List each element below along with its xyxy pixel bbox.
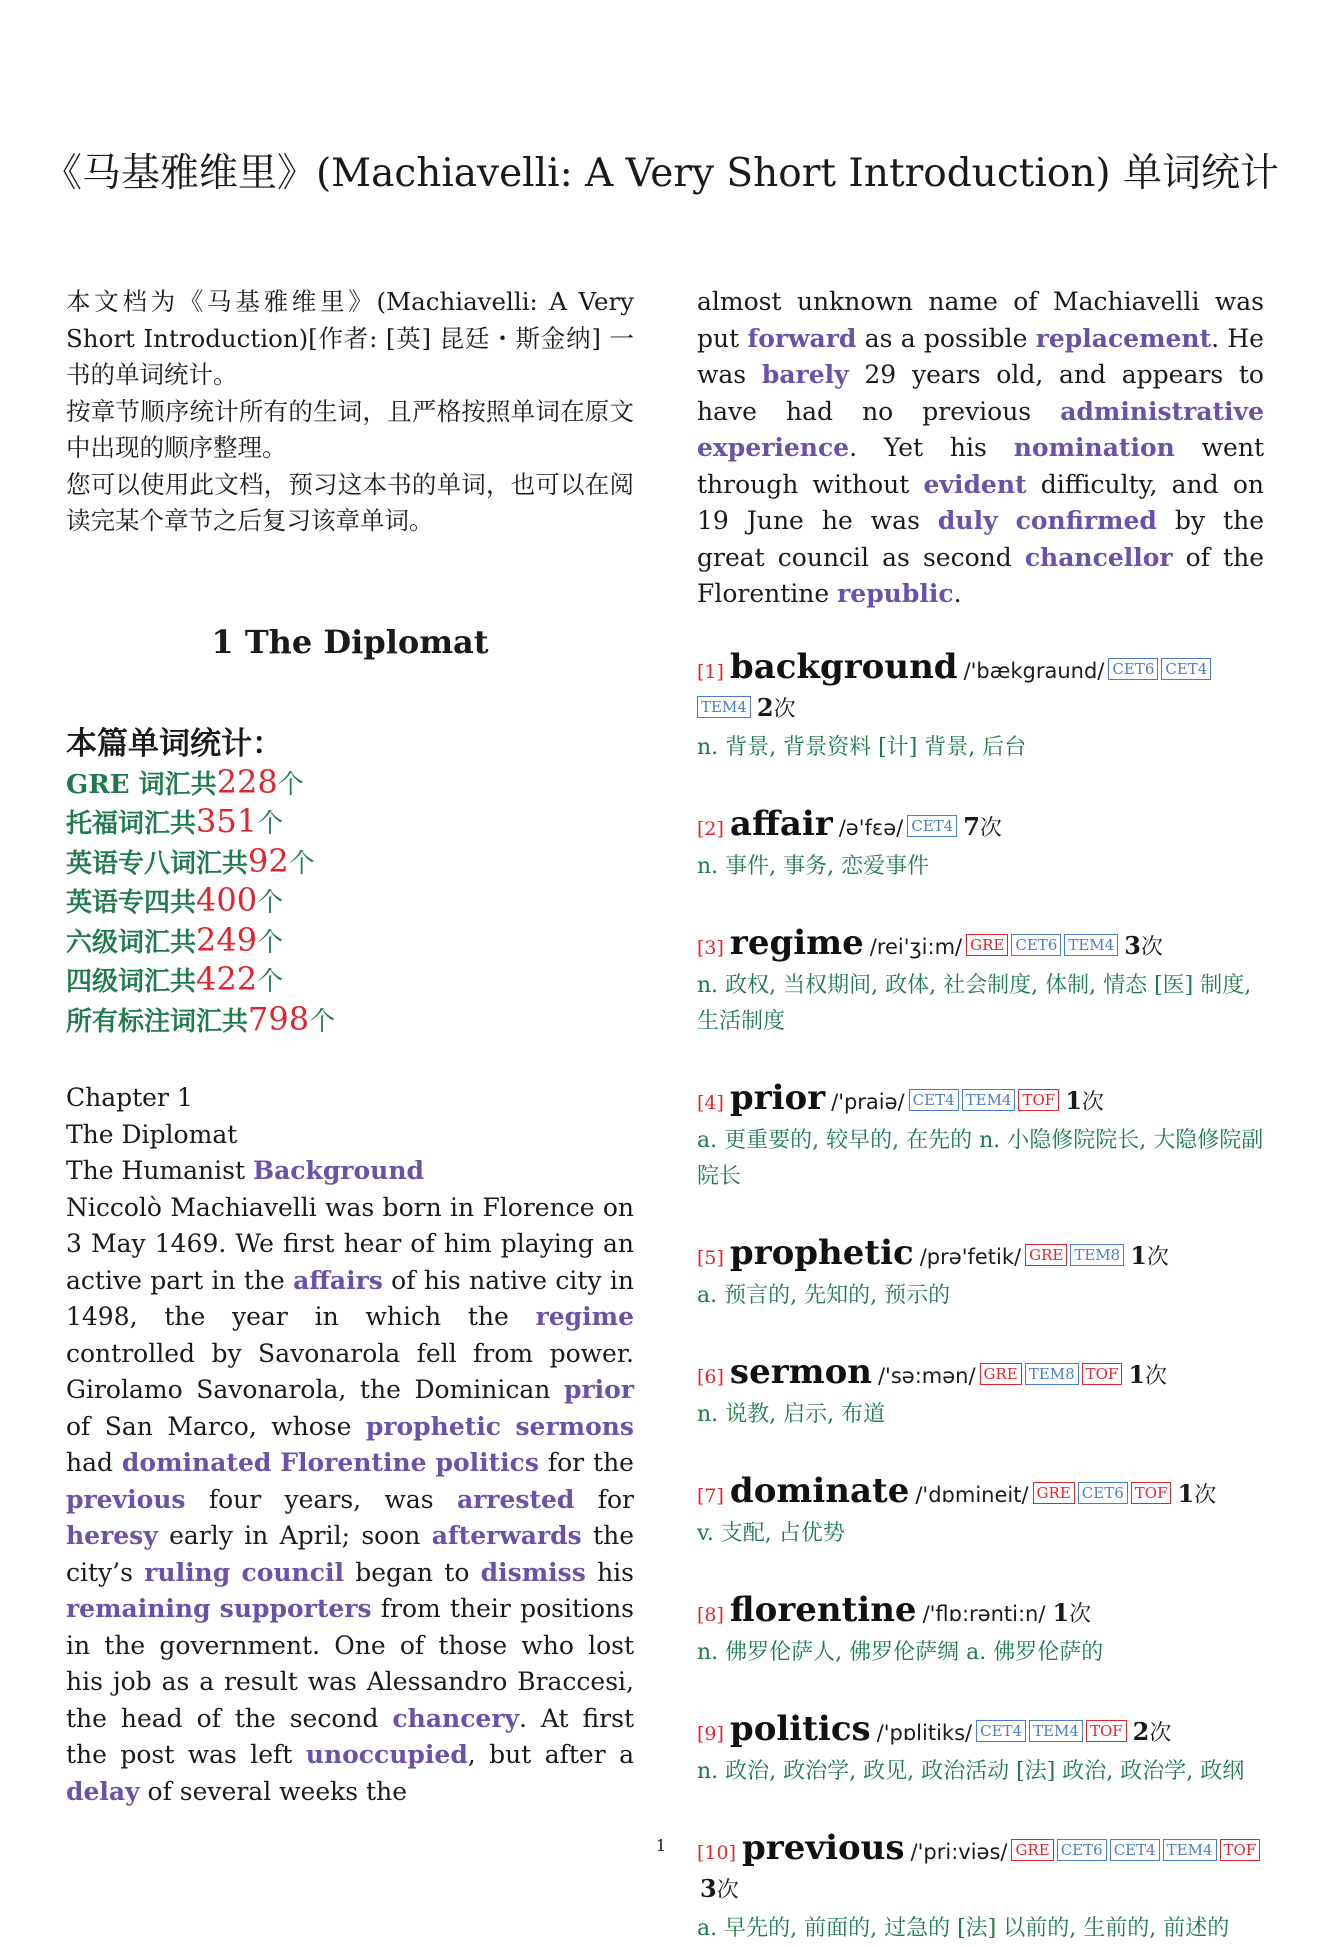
level-tag: TOF — [1018, 1089, 1059, 1111]
text-run — [211, 1594, 220, 1623]
highlighted-word: Background — [252, 1156, 424, 1185]
entry-count-unit: 次 — [1069, 1601, 1092, 1627]
text-run: four years, was — [185, 1484, 457, 1514]
entry-index: [4] — [697, 1091, 724, 1114]
entry-word: affair — [729, 803, 833, 844]
stat-label: GRE 词汇共 — [66, 769, 217, 800]
vocab-entry-head — [697, 803, 1264, 847]
stat-row — [66, 1001, 634, 1041]
highlighted-word: replacement — [1035, 323, 1212, 353]
highlighted-word: arrested — [456, 1484, 575, 1514]
text-run: the city’s — [66, 1521, 634, 1587]
stat-count: 92 — [248, 841, 289, 880]
entry-word: dominate — [729, 1470, 910, 1511]
vocab-entry-head — [697, 1232, 1264, 1276]
vocab-entry — [697, 1470, 1264, 1552]
vocab-entry — [697, 1589, 1264, 1671]
level-tag: TEM4 — [1163, 1839, 1217, 1861]
entry-count: 1 — [1065, 1085, 1082, 1115]
entry-count-unit: 次 — [1149, 1720, 1172, 1746]
highlighted-word: dominated — [121, 1448, 272, 1477]
text-run — [501, 1412, 515, 1441]
stat-count: 422 — [196, 960, 258, 998]
entry-phonetic: /'praiə/ — [831, 1089, 905, 1114]
highlighted-word: council — [241, 1557, 344, 1587]
entry-count: 1 — [1052, 1597, 1070, 1627]
text-run: of San Marco, whose — [66, 1411, 366, 1441]
entry-word: prophetic — [729, 1232, 914, 1273]
level-tag: TOF — [1131, 1482, 1172, 1504]
stat-unit: 个 — [257, 927, 284, 958]
highlighted-word: confirmed — [1015, 506, 1157, 535]
text-run: Niccolò Machiavelli was born in Florence on 3 May 1469. We first hear of him playing an active part in the — [66, 1192, 634, 1295]
entry-definition: v. 支配, 占优势 — [697, 1520, 845, 1546]
entry-definition: a. 早先的, 前面的, 过急的 [法] 以前的, 生前的, 前述的 — [697, 1915, 1230, 1941]
text-run: as a possible — [856, 323, 1036, 353]
highlighted-word: regime — [535, 1302, 634, 1331]
chapter-heading: 1 The Diplomat — [211, 622, 489, 661]
stat-unit: 个 — [257, 809, 284, 839]
intro-line: 本文档为《马基雅维里》(Machiavelli: A Very Short Introduction)[作者: [英] 昆廷・斯金纳] 一书的单词统计。 — [66, 287, 634, 389]
vocab-entry-head — [697, 1470, 1264, 1514]
level-tag: TEM8 — [1025, 1363, 1079, 1385]
level-tag: CET6 — [1011, 934, 1061, 956]
entry-definition: n. 政治, 政治学, 政见, 政治活动 [法] 政治, 政治学, 政纲 — [697, 1758, 1245, 1784]
entry-count-unit: 次 — [773, 696, 796, 722]
intro-line: 按章节顺序统计所有的生词，且严格按照单词在原文中出现的顺序整理。 — [66, 396, 634, 462]
entry-phonetic: /'bækgraund/ — [963, 658, 1105, 683]
entry-phonetic: /rei'ʒi:m/ — [869, 934, 963, 959]
entry-word: regime — [729, 922, 864, 963]
level-tag: CET6 — [1078, 1482, 1128, 1504]
level-tag: TOF — [1220, 1839, 1261, 1861]
left-column — [66, 284, 634, 1810]
highlighted-word: nomination — [1013, 433, 1175, 462]
highlighted-word: delay — [66, 1776, 140, 1806]
stat-row — [66, 961, 634, 1001]
highlighted-word: Florentine — [280, 1448, 427, 1477]
vocab-entry — [697, 646, 1264, 766]
level-tag: TEM4 — [1029, 1720, 1083, 1742]
level-tag: CET4 — [907, 815, 957, 837]
stats-heading: 本篇单词统计： — [66, 725, 283, 762]
level-tag: CET4 — [976, 1720, 1026, 1742]
vocab-entry — [697, 1232, 1264, 1314]
entry-count: 1 — [1177, 1478, 1195, 1508]
vocab-entry — [697, 1351, 1264, 1433]
stat-count: 249 — [196, 920, 258, 959]
text-run: for — [574, 1484, 635, 1514]
level-tag: TOF — [1086, 1720, 1127, 1742]
stat-unit: 个 — [309, 1006, 336, 1037]
highlighted-word: remaining — [66, 1594, 211, 1623]
highlighted-word: dismiss — [480, 1557, 586, 1587]
entry-index: [2] — [697, 817, 724, 840]
text-run: of the Florentine — [697, 542, 1264, 608]
text-run — [271, 1448, 280, 1477]
entry-index: [5] — [697, 1246, 724, 1269]
highlighted-word: supporters — [219, 1594, 372, 1623]
intro — [66, 284, 634, 540]
entry-phonetic: /prə'fetik/ — [919, 1244, 1022, 1269]
vocab-entry-head — [697, 646, 1264, 728]
section-prefix: The Humanist — [66, 1156, 253, 1185]
text-run: his — [585, 1557, 635, 1587]
chapter-label: Chapter 1 — [66, 1083, 193, 1112]
entry-word: sermon — [729, 1351, 872, 1392]
chapter-name: The Diplomat — [66, 1119, 238, 1149]
highlighted-word: affairs — [293, 1265, 383, 1295]
level-tag: TEM4 — [697, 696, 751, 718]
entry-count: 3 — [700, 1873, 717, 1903]
highlighted-word: experience — [697, 433, 850, 462]
text-run: from their positions in the government. One of those who lost his job as a result was Alessandro Braccesi, the head of the second — [66, 1594, 634, 1733]
vocab-entry — [697, 1708, 1264, 1790]
entry-index: [8] — [697, 1603, 724, 1626]
vocab-entry-head — [697, 1708, 1264, 1752]
highlighted-word: chancellor — [1024, 542, 1173, 572]
stat-row — [66, 803, 634, 843]
stats-list — [66, 764, 634, 1041]
entry-index: [10] — [697, 1841, 737, 1864]
level-tag: GRE — [1011, 1839, 1053, 1861]
entry-index: [9] — [697, 1722, 724, 1745]
stat-label: 六级词汇共 — [66, 927, 197, 958]
vocab-entry-head — [697, 1589, 1264, 1633]
text-run: of several weeks the — [139, 1776, 408, 1806]
stat-label: 英语专四共 — [66, 888, 197, 918]
entry-word: background — [729, 646, 958, 687]
right-column — [697, 284, 1264, 1947]
level-tag: CET6 — [1057, 1839, 1107, 1861]
entry-index: [3] — [697, 936, 724, 959]
entry-phonetic: /'flɒ:rənti:n/ — [922, 1601, 1046, 1626]
entry-phonetic: /ə'fɛə/ — [838, 815, 904, 840]
stat-unit: 个 — [288, 848, 315, 879]
stat-count: 400 — [196, 881, 258, 919]
text-run: by the great council as second — [697, 506, 1264, 572]
text-run: early in April; soon — [157, 1521, 432, 1550]
text-run: almost unknown name of Machiavelli was put — [697, 287, 1264, 353]
entry-count: 2 — [1132, 1716, 1150, 1746]
level-tag: TEM4 — [962, 1089, 1016, 1111]
highlighted-word: heresy — [66, 1521, 158, 1550]
entry-index: [7] — [697, 1484, 724, 1507]
highlighted-word: prior — [564, 1375, 634, 1404]
intro-line: 您可以使用此文档，预习这本书的单词，也可以在阅读完某个章节之后复习该章单词。 — [66, 469, 634, 535]
entry-count-unit: 次 — [1145, 1363, 1168, 1389]
stat-unit: 个 — [257, 888, 284, 918]
text-run: went through without — [697, 433, 1264, 499]
highlighted-word: unoccupied — [305, 1740, 468, 1769]
vocab-entry — [697, 1077, 1264, 1195]
highlighted-word: republic — [837, 579, 954, 608]
entry-count: 3 — [1124, 930, 1141, 960]
entry-count: 1 — [1130, 1240, 1147, 1270]
body-paragraph — [66, 1190, 634, 1811]
level-tag: CET4 — [909, 1089, 959, 1111]
vocab-list — [697, 646, 1264, 1947]
page-title: 《马基雅维里》(Machiavelli: A Very Short Introduction) 单词统计 — [42, 151, 1280, 196]
vocab-entry-head — [697, 922, 1264, 966]
level-tag: GRE — [1033, 1482, 1075, 1504]
entry-count-unit: 次 — [1140, 934, 1163, 960]
stat-count: 228 — [216, 762, 278, 801]
highlighted-word: ruling — [144, 1557, 231, 1587]
level-tag: TOF — [1082, 1363, 1123, 1385]
level-tag: TEM4 — [1064, 934, 1118, 956]
entry-definition: n. 说教, 启示, 布道 — [697, 1401, 886, 1427]
entry-count: 2 — [756, 692, 774, 722]
text-run: . At first the post was left — [66, 1703, 634, 1769]
stat-row — [66, 764, 634, 804]
highlighted-word: afterwards — [431, 1521, 582, 1550]
word-stats — [66, 724, 634, 1041]
level-tag: CET6 — [1108, 658, 1158, 680]
body-paragraph-continued — [697, 284, 1264, 613]
text-run: of his native city in 1498, the year in which the — [66, 1265, 634, 1331]
highlighted-word: previous — [66, 1484, 186, 1514]
entry-word: prior — [729, 1077, 826, 1118]
highlighted-word: barely — [761, 360, 849, 389]
text-run: . He was — [697, 323, 1264, 389]
entry-definition: n. 佛罗伦萨人, 佛罗伦萨绸 a. 佛罗伦萨的 — [697, 1639, 1104, 1665]
highlighted-word: duly — [937, 506, 998, 535]
section-heading — [66, 1153, 634, 1190]
stat-unit: 个 — [277, 769, 304, 800]
entry-word: politics — [729, 1708, 871, 1749]
highlighted-word: chancery — [392, 1703, 520, 1733]
stat-label: 英语专八词汇共 — [66, 848, 249, 879]
entry-index: [1] — [697, 660, 724, 683]
stat-label: 四级词汇共 — [66, 967, 197, 997]
stat-label: 托福词汇共 — [66, 809, 197, 839]
highlighted-word: administrative — [1060, 396, 1264, 426]
entry-count-unit: 次 — [1194, 1482, 1217, 1508]
text-run: began to — [343, 1557, 481, 1587]
text-run: . — [953, 579, 962, 608]
entry-definition: n. 事件, 事务, 恋爱事件 — [697, 853, 930, 879]
text-run — [230, 1558, 241, 1587]
stat-row — [66, 922, 634, 962]
entry-phonetic: /'pɒlitiks/ — [876, 1720, 973, 1745]
entry-count-unit: 次 — [1081, 1089, 1104, 1115]
stat-label: 所有标注词汇共 — [66, 1006, 249, 1037]
entry-word: previous — [742, 1827, 905, 1868]
entry-phonetic: /'sə:mən/ — [877, 1363, 976, 1388]
level-tag: GRE — [980, 1363, 1022, 1385]
text-run: difficulty, and on 19 June he was — [697, 469, 1264, 535]
entry-word: florentine — [729, 1589, 917, 1630]
text-run: , but after a — [467, 1740, 635, 1769]
entry-count-unit: 次 — [979, 815, 1002, 841]
level-tag: TEM8 — [1070, 1244, 1124, 1266]
stat-unit: 个 — [257, 967, 284, 997]
entry-count: 1 — [1128, 1359, 1146, 1389]
stat-count: 351 — [196, 802, 258, 840]
chapter-text — [66, 1080, 634, 1810]
stat-row — [66, 882, 634, 922]
level-tag: CET4 — [1110, 1839, 1160, 1861]
text-run: 29 years old, and appears to have had no previous — [697, 360, 1264, 426]
entry-phonetic: /'dɒmineit/ — [915, 1482, 1029, 1507]
highlighted-word: politics — [435, 1448, 539, 1477]
entry-definition: n. 背景, 背景资料 [计] 背景, 后台 — [697, 734, 1027, 760]
entry-count-unit: 次 — [1146, 1244, 1169, 1270]
level-tag: CET4 — [1161, 658, 1211, 680]
entry-definition: n. 政权, 当权期间, 政体, 社会制度, 体制, 情态 [医] 制度, 生活制度 — [697, 972, 1252, 1034]
entry-definition: a. 更重要的, 较早的, 在先的 n. 小隐修院院长, 大隐修院副院长 — [697, 1127, 1264, 1189]
entry-definition: a. 预言的, 先知的, 预示的 — [697, 1282, 951, 1308]
entry-count: 7 — [963, 811, 980, 841]
text-run: . Yet his — [849, 433, 1014, 462]
highlighted-word: forward — [747, 323, 857, 353]
stat-count: 798 — [248, 999, 310, 1038]
page-number: 1 — [655, 1836, 667, 1855]
highlighted-word: sermons — [515, 1411, 634, 1441]
entry-count-unit: 次 — [716, 1877, 739, 1903]
highlighted-word: evident — [923, 469, 1027, 499]
highlighted-word: prophetic — [365, 1411, 502, 1441]
vocab-entry — [697, 922, 1264, 1040]
entry-phonetic: /'pri:viəs/ — [910, 1839, 1008, 1864]
text-run: controlled by Savonarola fell from power. Girolamo Savonarola, the Dominican — [66, 1338, 634, 1404]
text-run — [998, 506, 1016, 535]
vocab-entry-head — [697, 1351, 1264, 1395]
text-run: for the — [538, 1448, 634, 1477]
vocab-entry — [697, 803, 1264, 885]
vocab-entry-head — [697, 1077, 1264, 1121]
level-tag: GRE — [1025, 1244, 1067, 1266]
entry-index: [6] — [697, 1365, 724, 1388]
level-tag: GRE — [966, 934, 1008, 956]
stat-row — [66, 843, 634, 883]
text-run: had — [66, 1448, 122, 1477]
